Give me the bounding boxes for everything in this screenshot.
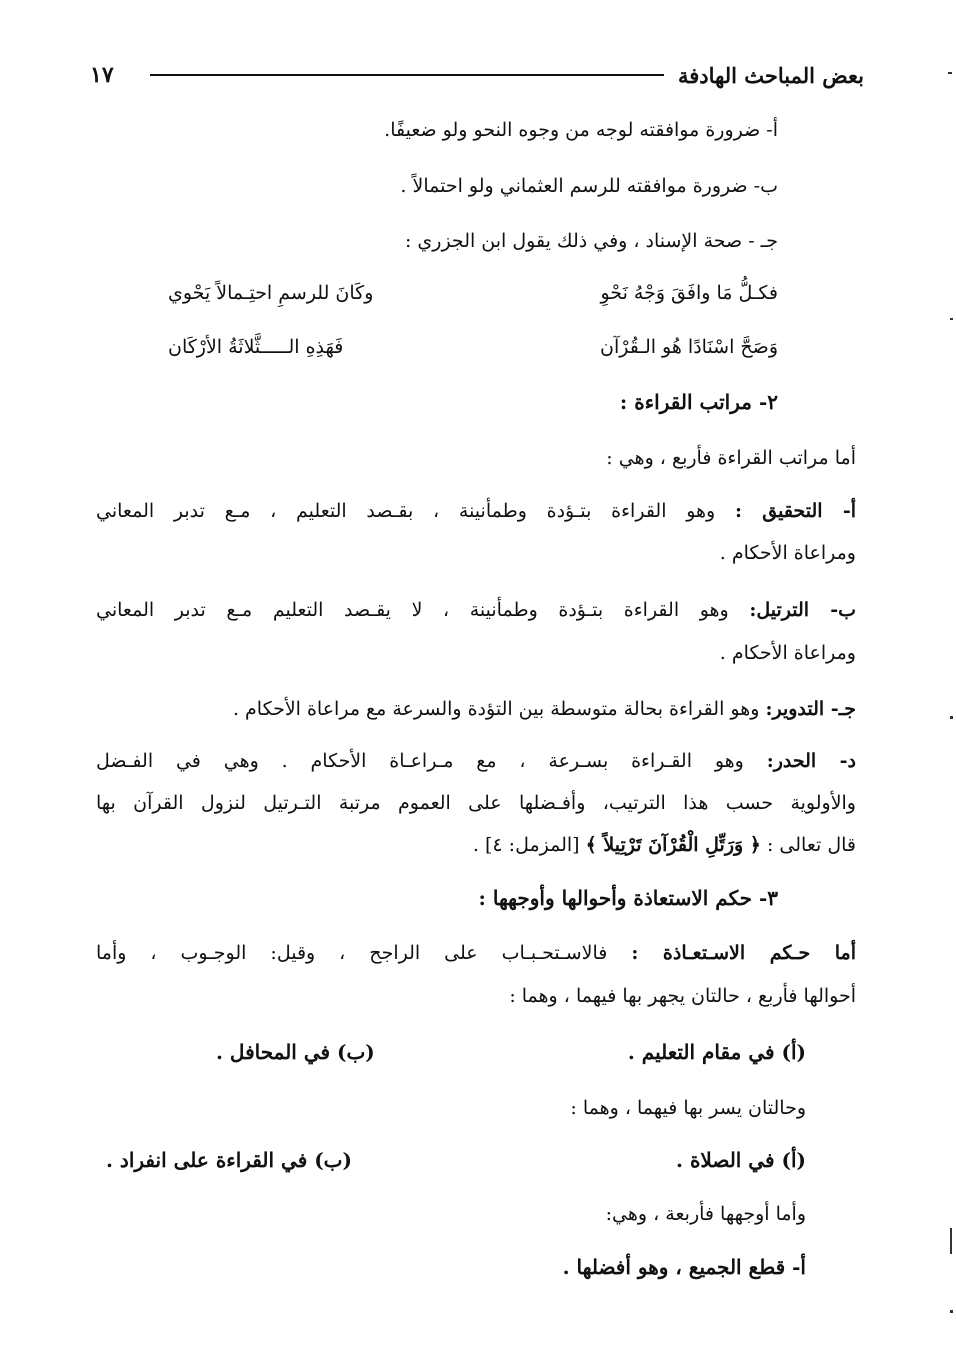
sirr-intro: وحالتان يسر بها فيهما ، وهما :	[570, 1097, 806, 1119]
verse-1	[168, 282, 778, 304]
scan-mark	[950, 1310, 953, 1313]
verse-2-first-hemistich: وَصَحَّ اسْنَادًا هُو الـقُرْآن	[600, 336, 778, 358]
condition-b: ب- ضرورة موافقته للرسم العثماني ولو احتمالاً .	[400, 175, 778, 197]
tahqiq-label: أ- التحقيق :	[734, 500, 856, 522]
jahr-cases	[216, 1040, 806, 1064]
tartil-line	[96, 597, 856, 624]
hadr-continuation-1: والأولوية حسب هذا الترتيب، وأفـضلها على العموم مرتبة التـرتيل لنزول القرآن بها	[96, 792, 856, 814]
condition-a: أ- ضرورة موافقته لوجه من وجوه النحو ولو ضعيفًا.	[384, 119, 778, 141]
scan-mark	[948, 72, 952, 74]
scan-mark	[950, 318, 953, 320]
istiadha-label: أما حـكم الاسـتعـاذة :	[631, 942, 856, 964]
tadwir-text: وهو القراءة بحالة متوسطة بين التؤدة والسرعة مع مراعاة الأحكام .	[232, 698, 760, 720]
hadr-continuation-2	[473, 832, 856, 859]
section-heading-3: ٣- حكم الاستعاذة وأحوالها وأوجهها :	[478, 886, 778, 910]
tahqiq-line	[96, 498, 856, 525]
istiadha-text: فالاسـتحـبـاب على الراجح ، وقيل: الوجـوب ، وأما	[96, 942, 608, 964]
sirr-case-a: (أ) في الصلاة .	[676, 1148, 806, 1172]
tartil-label: ب- الترتيل:	[749, 599, 857, 621]
jahr-case-a: (أ) في مقام التعليم .	[627, 1040, 806, 1064]
hadr-text: وهو القـراءة بسـرعة ، مع مـراعـاة الأحكام . وهي في الفـضل	[96, 750, 744, 772]
quran-reference: [المزمل: ٤] .	[472, 834, 580, 856]
tahqiq-text: وهو القراءة بتـؤدة وطمأنينة ، بقـصد التعليم ، مـع تدبر المعاني	[96, 500, 716, 522]
scan-mark	[950, 1228, 952, 1254]
header-title: بعض المباحث الهادفة	[678, 62, 864, 88]
tartil-continuation: ومراعاة الأحكام .	[719, 642, 856, 664]
quran-intro: قال تعالى :	[766, 834, 856, 856]
istiadha-line	[96, 940, 856, 967]
section-heading-2: ٢- مراتب القراءة :	[619, 390, 778, 414]
ranks-intro: أما مراتب القراءة فأربع ، وهي :	[606, 447, 856, 469]
tahqiq-continuation: ومراعاة الأحكام .	[719, 542, 856, 564]
awjuh-intro: وأما أوجهها فأربعة ، وهي:	[605, 1203, 806, 1225]
jahr-case-b: (ب) في المحافل .	[216, 1040, 375, 1064]
hadr-label: د- الحدر:	[766, 750, 856, 772]
condition-c: جـ - صحة الإسناد ، وفي ذلك يقول ابن الجزري :	[404, 230, 778, 252]
verse-2	[168, 336, 778, 358]
verse-2-second-hemistich: فَهَذِهِ الـــــثَّلاثَةُ الأرْكَان	[168, 336, 344, 358]
page-number: ١٧	[90, 62, 114, 88]
header-rule	[150, 74, 664, 76]
sirr-case-b: (ب) في القراءة على انفراد .	[106, 1148, 352, 1172]
awjuh-case-a: أ- قطع الجميع ، وهو أفضلها .	[562, 1255, 806, 1279]
quran-verse: ﴿ وَرَتِّلِ الْقُرْآنَ تَرْتِيلاً ﴾	[585, 834, 761, 856]
tadwir-line	[233, 696, 856, 723]
hadr-line	[96, 748, 856, 775]
tadwir-label: جـ- التدوير:	[765, 698, 856, 720]
verse-1-first-hemistich: فكـلُّ مَا وافَقَ وَجْهُ نَحْوِ	[600, 282, 778, 304]
scan-mark	[950, 716, 953, 719]
tartil-text: وهو القراءة بتـؤدة وطمأنينة ، لا يقـصد التعليم مـع تدبر المعاني	[96, 599, 729, 621]
verse-1-second-hemistich: وكَانَ للرسمِ احتِـمالاً يَحْوي	[168, 282, 374, 304]
running-header	[90, 58, 864, 92]
sirr-cases	[106, 1148, 806, 1172]
istiadha-continuation: أحوالها فأربع ، حالتان يجهر بها فيهما ، وهما :	[509, 985, 856, 1007]
